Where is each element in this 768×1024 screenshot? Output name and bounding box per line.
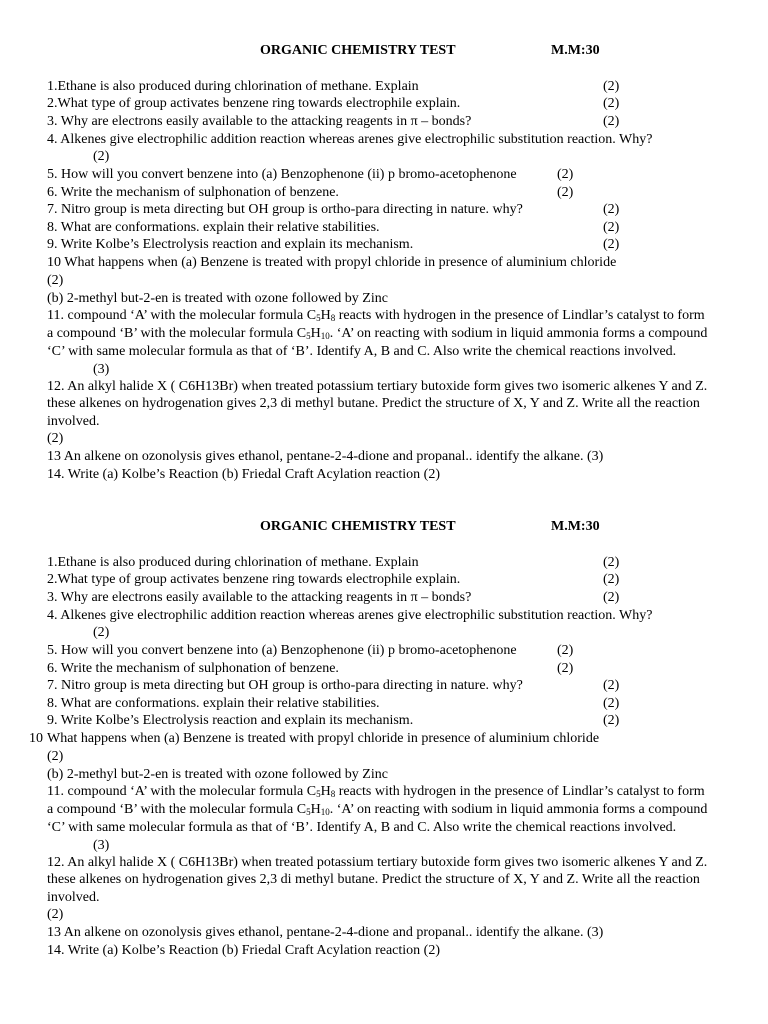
question-10 — [47, 254, 616, 271]
question-10-marks: (2) — [47, 273, 64, 288]
question-4: 4. Alkenes give electrophilic addition reaction whereas arenes give electrophilic substitution reaction. Why? — [47, 132, 653, 147]
question-11-line-1: 11. compound ‘A’ with the molecular formula $C_5H_8$ reacts with hydrogen in the presence of Lindlar’s catalyst to form — [47, 308, 705, 323]
question-3-marks: (2) — [603, 114, 620, 129]
question-10-number: 10 — [29, 731, 43, 746]
question-12-marks: (2) — [47, 907, 64, 922]
question-3: 3. Why are electrons easily available to the attacking reagents in π – bonds? — [47, 590, 472, 605]
question-4-marks: (2) — [93, 149, 110, 164]
question-12-marks: (2) — [47, 431, 64, 446]
question-6-marks: (2) — [557, 661, 574, 676]
question-11-marks: (3) — [93, 838, 110, 853]
question-4: 4. Alkenes give electrophilic addition reaction whereas arenes give electrophilic substitution reaction. Why? — [47, 608, 653, 623]
question-12-line-2: these alkenes on hydrogenation gives 2,3 di methyl butane. Predict the structure of X, Y and Z. Write all the reaction — [47, 872, 700, 887]
question-5-marks: (2) — [557, 643, 574, 658]
question-14: 14. Write (a) Kolbe’s Reaction (b) Friedal Craft Acylation reaction (2) — [47, 943, 440, 958]
question-7-marks: (2) — [603, 678, 620, 693]
question-10-part-a: What happens when (a) Benzene is treated with propyl chloride in presence of aluminium chloride — [64, 255, 617, 270]
question-2: 2.What type of group activates benzene ring towards electrophile explain. — [47, 96, 461, 111]
question-2-marks: (2) — [603, 572, 620, 587]
question-11-line-3: ‘C’ with same molecular formula as that of ‘B’. Identify A, B and C. Also write the chemical reactions involved. — [47, 820, 677, 835]
question-12-line-1: 12. An alkyl halide X ( C6H13Br) when treated potassium tertiary butoxide form gives two isomeric alkenes Y and Z. — [47, 855, 708, 870]
question-9: 9. Write Kolbe’s Electrolysis reaction and explain its mechanism. — [47, 713, 414, 728]
question-1: 1.Ethane is also produced during chlorination of methane. Explain — [47, 555, 419, 570]
question-11-marks: (3) — [93, 362, 110, 377]
question-9-marks: (2) — [603, 237, 620, 252]
question-4-marks: (2) — [93, 625, 110, 640]
question-6: 6. Write the mechanism of sulphonation of benzene. — [47, 185, 339, 200]
question-14: 14. Write (a) Kolbe’s Reaction (b) Friedal Craft Acylation reaction (2) — [47, 467, 440, 482]
question-8-marks: (2) — [603, 696, 620, 711]
question-6-marks: (2) — [557, 185, 574, 200]
question-11-line-2: a compound ‘B’ with the molecular formula $C_5H_{10}$. ‘A’ on reacting with sodium in liquid ammonia forms a compound — [47, 802, 708, 817]
question-5-marks: (2) — [557, 167, 574, 182]
question-1-marks: (2) — [603, 555, 620, 570]
test-title: ORGANIC CHEMISTRY TEST — [260, 519, 456, 534]
question-3: 3. Why are electrons easily available to the attacking reagents in π – bonds? — [47, 114, 472, 129]
question-6: 6. Write the mechanism of sulphonation of benzene. — [47, 661, 339, 676]
question-5: 5. How will you convert benzene into (a) Benzophenone (ii) p bromo-acetophenone — [47, 167, 517, 182]
max-marks: M.M:30 — [551, 519, 600, 534]
question-9-marks: (2) — [603, 713, 620, 728]
question-10-part-b: (b) 2-methyl but-2-en is treated with ozone followed by Zinc — [47, 291, 388, 306]
question-10-part-a: What happens when (a) Benzene is treated with propyl chloride in presence of aluminium chloride — [47, 731, 600, 746]
question-2-marks: (2) — [603, 96, 620, 111]
question-5: 5. How will you convert benzene into (a) Benzophenone (ii) p bromo-acetophenone — [47, 643, 517, 658]
question-1-marks: (2) — [603, 79, 620, 94]
question-9: 9. Write Kolbe’s Electrolysis reaction and explain its mechanism. — [47, 237, 414, 252]
question-13: 13 An alkene on ozonolysis gives ethanol, pentane-2-4-dione and propanal.. identify the alkane. (3) — [47, 925, 604, 940]
question-8: 8. What are conformations. explain their relative stabilities. — [47, 696, 380, 711]
question-2: 2.What type of group activates benzene ring towards electrophile explain. — [47, 572, 461, 587]
question-3-marks: (2) — [603, 590, 620, 605]
question-1: 1.Ethane is also produced during chlorination of methane. Explain — [47, 79, 419, 94]
question-10-part-b: (b) 2-methyl but-2-en is treated with ozone followed by Zinc — [47, 767, 388, 782]
question-7: 7. Nitro group is meta directing but OH group is ortho-para directing in nature. why? — [47, 202, 523, 217]
question-8-marks: (2) — [603, 220, 620, 235]
test-title: ORGANIC CHEMISTRY TEST — [260, 43, 456, 58]
question-11-line-1: 11. compound ‘A’ with the molecular formula $C_5H_8$ reacts with hydrogen in the presence of Lindlar’s catalyst to form — [47, 784, 705, 799]
question-11-line-3: ‘C’ with same molecular formula as that of ‘B’. Identify A, B and C. Also write the chemical reactions involved. — [47, 344, 677, 359]
question-12-line-2: these alkenes on hydrogenation gives 2,3 di methyl butane. Predict the structure of X, Y and Z. Write all the reaction — [47, 396, 700, 411]
question-12-line-3: involved. — [47, 890, 100, 905]
question-11-line-2: a compound ‘B’ with the molecular formula $C_5H_{10}$. ‘A’ on reacting with sodium in liquid ammonia forms a compound — [47, 326, 708, 341]
question-7: 7. Nitro group is meta directing but OH group is ortho-para directing in nature. why? — [47, 678, 523, 693]
question-12-line-3: involved. — [47, 414, 100, 429]
question-8: 8. What are conformations. explain their relative stabilities. — [47, 220, 380, 235]
max-marks: M.M:30 — [551, 43, 600, 58]
question-7-marks: (2) — [603, 202, 620, 217]
question-13: 13 An alkene on ozonolysis gives ethanol, pentane-2-4-dione and propanal.. identify the alkane. (3) — [47, 449, 604, 464]
question-12-line-1: 12. An alkyl halide X ( C6H13Br) when treated potassium tertiary butoxide form gives two isomeric alkenes Y and Z. — [47, 379, 708, 394]
question-10-marks: (2) — [47, 749, 64, 764]
question-10-number: 10 — [47, 255, 61, 270]
